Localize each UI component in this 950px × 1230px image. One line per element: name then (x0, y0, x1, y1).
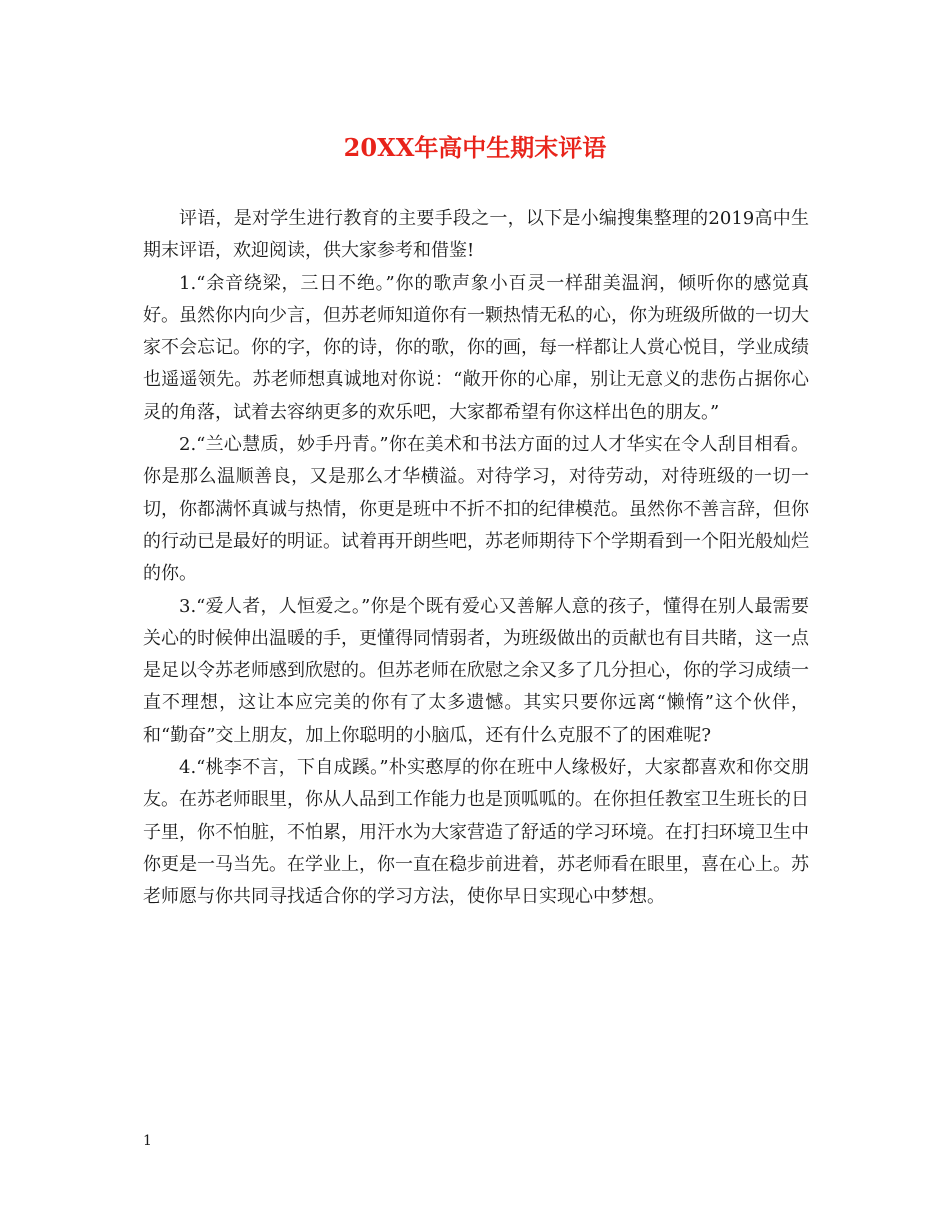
comment-paragraph-3: 3.“爱人者，人恒爱之。”你是个既有爱心又善解人意的孩子，懂得在别人最需要关心的时候伸出温暖的手，更懂得同情弱者，为班级做出的贡献也有目共睹，这一点是足以令苏老师感到欣慰的。但苏老师在欣慰之余又多了几分担心，你的学习成绩一直不理想，这让本应完美的你有了太多遗憾。其实只要你远离“懒惰”这个伙伴，和“勤奋”交上朋友，加上你聪明的小脑瓜，还有什么克服不了的困难呢? (143, 595, 809, 746)
comment-paragraph-4: 4.“桃李不言，下自成蹊。”朴实憨厚的你在班中人缘极好，大家都喜欢和你交朋友。在苏老师眼里，你从人品到工作能力也是顶呱呱的。在你担任教室卫生班长的日子里，你不怕脏，不怕累，用汗水为大家营造了舒适的学习环境。在打扫环境卫生中你更是一马当先。在学业上，你一直在稳步前进着，苏老师看在眼里，喜在心上。苏老师愿与你共同寻找适合你的学习方法，使你早日实现心中梦想。 (143, 757, 809, 908)
page-number: 1 (143, 1133, 152, 1149)
document-body (143, 203, 809, 914)
document-title: 20XX年高中生期末评语 (343, 133, 607, 162)
intro-paragraph: 评语，是对学生进行教育的主要手段之一，以下是小编搜集整理的2019高中生期末评语，欢迎阅读，供大家参考和借鉴! (143, 208, 809, 262)
comment-paragraph-2: 2.“兰心慧质，妙手丹青。”你在美术和书法方面的过人才华实在令人刮目相看。你是那么温顺善良，又是那么才华横溢。对待学习，对待劳动，对待班级的一切一切，你都满怀真诚与热情，你更是班中不折不扣的纪律模范。虽然你不善言辞，但你的行动已是最好的明证。试着再开朗些吧，苏老师期待下个学期看到一个阳光般灿烂的你。 (143, 434, 809, 585)
comment-paragraph-1: 1.“余音绕梁，三日不绝。”你的歌声象小百灵一样甜美温润，倾听你的感觉真好。虽然你内向少言，但苏老师知道你有一颗热情无私的心，你为班级所做的一切大家不会忘记。你的字，你的诗，你的歌，你的画，每一样都让人赏心悦目，学业成绩也遥遥领先。苏老师想真诚地对你说：“敞开你的心扉，别让无意义的悲伤占据你心灵的角落，试着去容纳更多的欢乐吧，大家都希望有你这样出色的朋友。” (143, 272, 809, 423)
